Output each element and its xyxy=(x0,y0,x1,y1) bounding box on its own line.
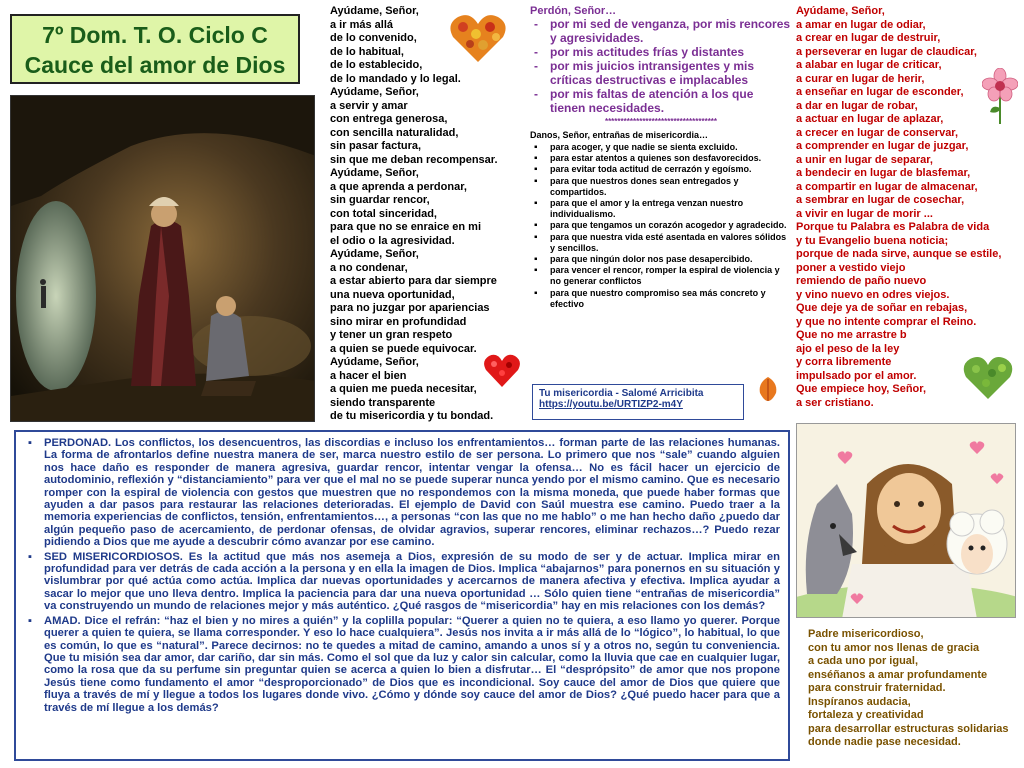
prayer-line: a alabar en lugar de criticar, xyxy=(796,59,942,71)
prayer-line: a comprender en lugar de juzgar, xyxy=(796,140,969,152)
prayer-line: a no condenar, xyxy=(330,261,408,274)
prayer-line: a quien se puede equivocar. xyxy=(330,342,477,355)
prayer-line: sin pasar factura, xyxy=(330,140,422,152)
perdon-list xyxy=(530,17,792,115)
prayer-line: Ayúdame, Señor, xyxy=(330,167,419,179)
prayer-line: de lo habitual, xyxy=(330,45,404,58)
danos-heading: Danos, Señor, entrañas de misericordia… xyxy=(530,130,709,140)
prayer-line: a crear en lugar de destruir, xyxy=(796,32,941,44)
prayer-line: una nueva oportunidad, xyxy=(330,288,455,301)
prayer-line: Inspíranos audacia, xyxy=(808,695,911,708)
prayer-line: para que no se enraice en mi xyxy=(330,221,482,233)
video-link-label: Tu misericordia - Salomé Arricibita xyxy=(539,388,704,399)
prayer-line: con total sinceridad, xyxy=(330,207,437,220)
danos-item: ▪ para que tengamos un corazón acogedor y agradecido. xyxy=(530,220,792,231)
prayer-line: Ayúdame, Señor, xyxy=(330,5,419,17)
prayer-line: a perseverar en lugar de claudicar, xyxy=(796,45,977,58)
prayer-line: de lo convenido, xyxy=(330,32,417,44)
perdon-item: - por mis actitudes frías y distantes xyxy=(530,45,792,59)
painting-david-saul-image xyxy=(10,95,315,422)
prayer-line: a compartir en lugar de almacenar, xyxy=(796,180,978,193)
perdon-heading: Perdón, Señor… xyxy=(530,5,617,17)
video-link-box xyxy=(532,384,744,420)
prayer-line: porque de nada sirve, aunque se estile, xyxy=(796,248,1002,260)
danos-item: ▪ para acoger, y que nadie se sienta excluido. xyxy=(530,142,792,153)
prayer-line: Ayúdame, Señor, xyxy=(330,356,419,368)
prayer-line: Ayúdame, Señor, xyxy=(330,86,419,98)
prayer-line: a crecer en lugar de conservar, xyxy=(796,126,959,139)
prayer-line: a cada uno por igual, xyxy=(808,655,919,667)
prayer-line: a unir en lugar de separar, xyxy=(796,153,933,166)
reflection-amad: ▪ AMAD. Dice el refrán: “haz el bien y no mires a quién” y la coplilla popular: “Querer a quien no te quiera, a eso llamo yo querer. Porque querer a quien te quiera, se llama corresponder. Y eso lo hace cualquiera”. Jesús nos invita a ir más allá de lo “lógico”, lo habitual, lo que es común, lo que es “natural”. Parece decirnos: no te quedes a mitad de camino, amando a unos sí y a otros no, según tu conveniencia. Que tu misión sea dar amor, dar cariño, dar sin más. Como el sol que da luz y calor sin calcular, como la lluvia que cae en cualquier lugar, como la rosa que da su perfume sin preguntar quien se acerca a quien lo bien a disfrutar… El “desprópsito” de amor que nos propone Jesús tiene como fundamento el amor “desproporcionado” de Dios que es incondicional. Soy cauce del amor de Dios que quiere que fluya a través de mí y llegue a todos los lugares donde vivo. ¿Cómo y dónde soy cauce del amor de Dios? ¿Qué puedo hacer para que a través de mí llegue a los demás? xyxy=(44,615,780,714)
prayer-line: sin guardar rencor, xyxy=(330,194,430,206)
perdon-item: - por mis juicios intransigentes y mis críticas destructivas e implacables xyxy=(530,59,792,87)
prayer-line: Que empiece hoy, Señor, xyxy=(796,383,927,395)
prayer-line: y tener un gran respeto xyxy=(330,329,453,341)
perdon-item: - por mis faltas de atención a los que tienen necesidades. xyxy=(530,87,792,115)
reflection-list xyxy=(22,437,780,714)
padre-misericordioso-prayer xyxy=(808,628,1022,750)
prayer-line: el odio o la agresividad. xyxy=(330,234,455,247)
prayer-line: a dar en lugar de robar, xyxy=(796,99,918,112)
prayer-line: poner a vestido viejo xyxy=(796,261,906,274)
green-leaf-heart-icon xyxy=(962,355,1014,406)
danos-item: ▪ para estar atentos a quienes son desfavorecidos. xyxy=(530,153,792,164)
prayer-line: a enseñar en lugar de esconder, xyxy=(796,86,964,98)
prayer-line: a ir más allá xyxy=(330,18,393,31)
danos-item: ▪ para vencer el rencor, romper la espiral de violencia y no generar conflictos xyxy=(530,265,792,287)
prayer-line: para desarrollar estructuras solidarias xyxy=(808,722,1009,735)
prayer-line: a estar abierto para dar siempre xyxy=(330,275,497,287)
danos-item: ▪ para evitar toda actitud de cerrazón y egoísmo. xyxy=(530,164,792,175)
prayer-line: remiendo de paño nuevo xyxy=(796,275,927,287)
page-title xyxy=(10,14,300,84)
prayer-line: y que no intente comprar el Reino. xyxy=(796,315,977,328)
flower-icon xyxy=(982,68,1018,129)
prayer-line: con entrega generosa, xyxy=(330,113,448,125)
prayer-line: enséñanos a amar profundamente xyxy=(808,668,988,681)
divider-stars: ************************************ xyxy=(604,117,718,126)
red-heart-icon xyxy=(483,353,521,394)
prayer-line: y corra libremente xyxy=(796,356,892,368)
jesus-with-sheep-illustration xyxy=(796,423,1016,618)
prayer-line: Que no me arrastre b xyxy=(796,329,907,341)
title-line-1: 7º Dom. T. O. Ciclo C xyxy=(42,22,268,48)
prayer-line: de lo establecido, xyxy=(330,59,423,71)
prayer-line: a ser cristiano. xyxy=(796,396,874,409)
leaf-icon xyxy=(754,375,782,408)
reflection-perdonad: ▪ PERDONAD. Los conflictos, los desencuentros, las discordias e incluso los enfrentamientos… forman parte de las relaciones humanas. La forma de afrontarlos define nuestra manera de ser, marca nuestro estilo de ser persona. Lo primero que nos “sale” cuando alguien nos hace daño es responder de manera agresiva, guardar rencor, intentar vengar la ofensa… No es fácil hacer un ejercicio de autodominio, reflexión y “distanciamiento” para ver que el mal no se puede superar nunca yendo por el mismo camino. Que es necesario romper con la espiral de violencia con gestos que muestren que no respondemos con la misma moneda, que puede haber formas que ayuden a dar pasos para restaurar las relaciones deterioradas. El ejemplo de David con Saúl muestra ese camino. Puedo traer a la memoria experiencias de conflictos, tensión, enfrentamientos…, a personas “con las que no me hablo” o me han hecho daño ¿puedo dar algún pequeño paso de acercamiento, de perdonar ofensas, de olvidar agravios, superar rencores, eliminar rechazos…? Puedo rezar pidiendo a Dios que me ayude a descubrir cómo avanzar por ese camino. xyxy=(44,437,780,549)
ayudame-red-column xyxy=(796,5,1021,410)
prayer-line: Padre misericordioso, xyxy=(808,628,924,640)
prayer-line: a actuar en lugar de aplazar, xyxy=(796,113,944,125)
danos-item: ▪ para que el amor y la entrega venzan nuestro individualismo. xyxy=(530,198,792,220)
prayer-line: con sencilla naturalidad, xyxy=(330,126,459,139)
prayer-line: a bendecir en lugar de blasfemar, xyxy=(796,167,971,179)
prayer-line: Ayúdame, Señor, xyxy=(330,248,419,260)
prayer-line: con tu amor nos llenas de gracia xyxy=(808,641,980,654)
prayer-line: de lo mandado y lo legal. xyxy=(330,72,461,85)
prayer-line: Ayúdame, Señor, xyxy=(796,5,885,17)
prayer-line: para construir fraternidad. xyxy=(808,682,946,694)
prayer-line: a sembrar en lugar de cosechar, xyxy=(796,194,965,206)
prayer-line: fortaleza y creatividad xyxy=(808,709,924,721)
danos-list xyxy=(530,142,792,310)
prayer-line: impulsado por el amor. xyxy=(796,369,917,382)
prayer-line: sin que me deban recompensar. xyxy=(330,153,498,166)
prayer-line: y tu Evangelio buena noticia; xyxy=(796,234,949,247)
prayer-line: a curar en lugar de herir, xyxy=(796,72,925,85)
prayer-line: a quien me pueda necesitar, xyxy=(330,383,477,395)
prayer-line: y vino nuevo en odres viejos. xyxy=(796,288,950,301)
prayer-line: Que deje ya de soñar en rebajas, xyxy=(796,302,968,314)
prayer-line: sino mirar en profundidad xyxy=(330,315,467,328)
prayer-line: Porque tu Palabra es Palabra de vida xyxy=(796,221,990,233)
video-link[interactable]: https://youtu.be/URTIZP2-m4Y xyxy=(539,399,683,410)
prayer-line: a vivir en lugar de morir ... xyxy=(796,207,933,220)
danos-item: ▪ para que nuestro compromiso sea más concreto y efectivo xyxy=(530,288,792,310)
prayer-line: a amar en lugar de odiar, xyxy=(796,18,926,31)
danos-item: ▪ para que nuestros dones sean entregados y compartidos. xyxy=(530,176,792,198)
prayer-line: a que aprenda a perdonar, xyxy=(330,180,467,193)
prayer-line: a hacer el bien xyxy=(330,369,407,382)
prayer-line: a servir y amar xyxy=(330,99,408,112)
title-line-2: Cauce del amor de Dios xyxy=(24,52,286,78)
danos-item: ▪ para que ningún dolor nos pase desapercibido. xyxy=(530,254,792,265)
perdon-column xyxy=(530,5,792,310)
prayer-line: siendo transparente xyxy=(330,396,436,409)
prayer-line: ajo el peso de la ley xyxy=(796,342,900,355)
prayer-line: donde nadie pase necesidad. xyxy=(808,736,961,748)
prayer-line: para no juzgar por apariencias xyxy=(330,302,490,314)
reflection-sed-misericordiosos: ▪ SED MISERICORDIOSOS. Es la actitud que más nos asemeja a Dios, expresión de su modo de ser y de actuar. Implica mirar en profundidad para ver detrás de cada acción a la persona y en ella la imagen de Dios. Implica “abajarnos” para ponernos en su situación y vislumbrar por qué actúa como actúa. Implica dar nuevas oportunidades y acercarnos de manera afectiva y efectiva. Implica ayudar a sacar lo mejor que uno lleva dentro. Implica la paciencia para dar una nueva oportunidad … Sólo quien tiene “entrañas de misericordia” va construyendo un mundo de relaciones mejor y más auténtico. ¿Qué rasgos de “misericordia” hay en mis relaciones con los demás? xyxy=(44,551,780,613)
danos-item: ▪ para que nuestra vida esté asentada en valores sólidos y sencillos. xyxy=(530,232,792,254)
perdon-item: - por mi sed de venganza, por mis rencores y agresividades. xyxy=(530,17,792,45)
autumn-leaf-heart-icon xyxy=(448,12,508,69)
prayer-line: de tu misericordia y tu bondad. xyxy=(330,410,494,422)
reflection-box xyxy=(14,430,790,761)
